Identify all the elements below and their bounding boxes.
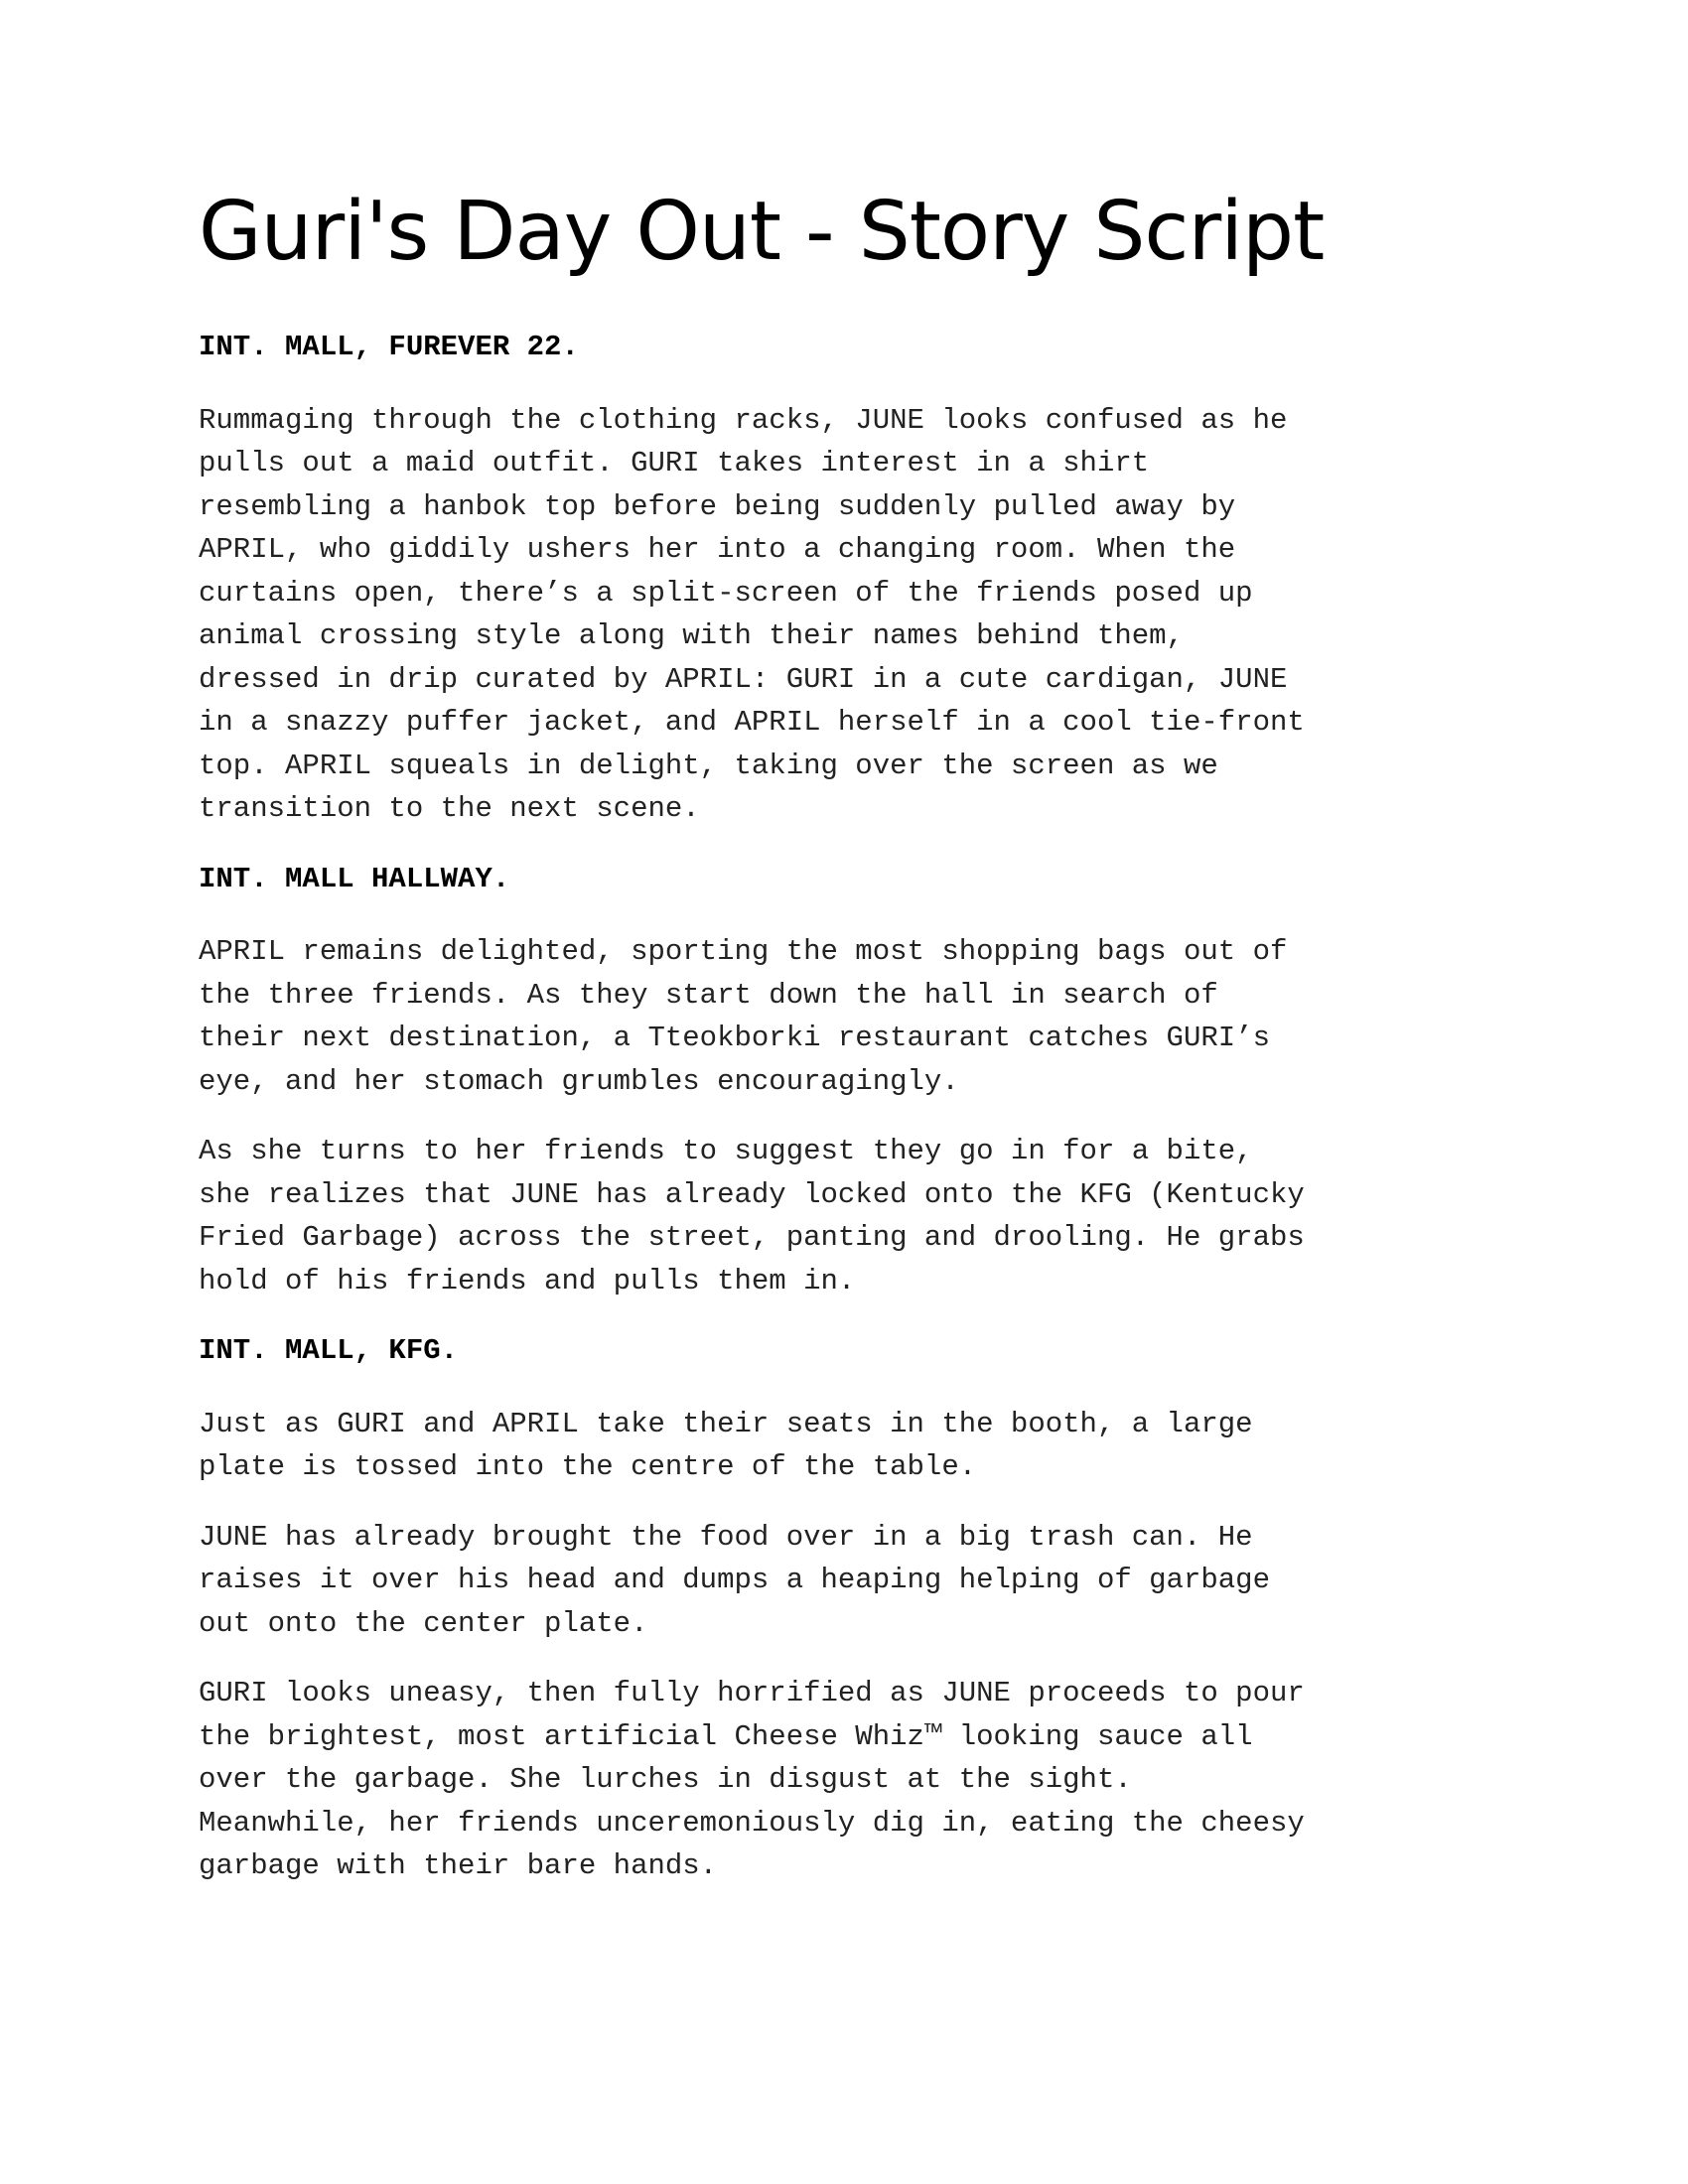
scene-heading: INT. MALL, KFG. xyxy=(199,1334,459,1368)
scene-section xyxy=(199,858,1509,1303)
scene-heading: INT. MALL, FUREVER 22. xyxy=(199,331,579,364)
action-paragraph: Just as GURI and APRIL take their seats in the booth, a large plate is tossed into the centre of the table. xyxy=(199,1407,1253,1484)
action-paragraph: JUNE has already brought the food over in a big trash can. He raises it over his head and dumps a heaping helping of garbage out onto the center plate. xyxy=(199,1520,1270,1640)
document-title: Guri's Day Out - Story Script xyxy=(199,185,1325,279)
action-paragraph: GURI looks uneasy, then fully horrified as JUNE proceeds to pour the brightest, most artificial Cheese Whiz™ looking sauce all over the garbage. She lurches in disgust at the sight. Meanwhile, her friends unceremoniously dig in, eating the cheesy garbage with their bare hands. xyxy=(199,1677,1305,1883)
action-paragraph: Rummaging through the clothing racks, JUNE looks confused as he pulls out a maid outfit. GURI takes interest in a shirt resembling a hanbok top before being suddenly pulled away by APRIL, who giddily ushers her into a changing room. When the curtains open, there’s a split-screen of the friends posed up animal crossing style along with their names behind them, dressed in drip curated by APRIL: GURI in a cute cardigan, JUNE in a snazzy puffer jacket, and APRIL herself in a cool tie-front top. APRIL squeals in delight, taking over the screen as we transition to the next scene. xyxy=(199,403,1305,826)
action-paragraph: APRIL remains delighted, sporting the most shopping bags out of the three friends. As they start down the hall in search of their next destination, a Tteokborki restaurant catches GURI’s eye, and her stomach grumbles encouragingly. xyxy=(199,935,1288,1098)
action-paragraph: As she turns to her friends to suggest they go in for a bite, she realizes that JUNE has already locked onto the KFG (Kentucky Fried Garbage) across the street, panting and drooling. He grabs hold of his friends and pulls them in. xyxy=(199,1135,1305,1297)
scene-heading: INT. MALL HALLWAY. xyxy=(199,862,510,895)
scene-section xyxy=(199,326,1509,831)
script-page xyxy=(199,184,1509,1915)
scene-section xyxy=(199,1329,1509,1888)
